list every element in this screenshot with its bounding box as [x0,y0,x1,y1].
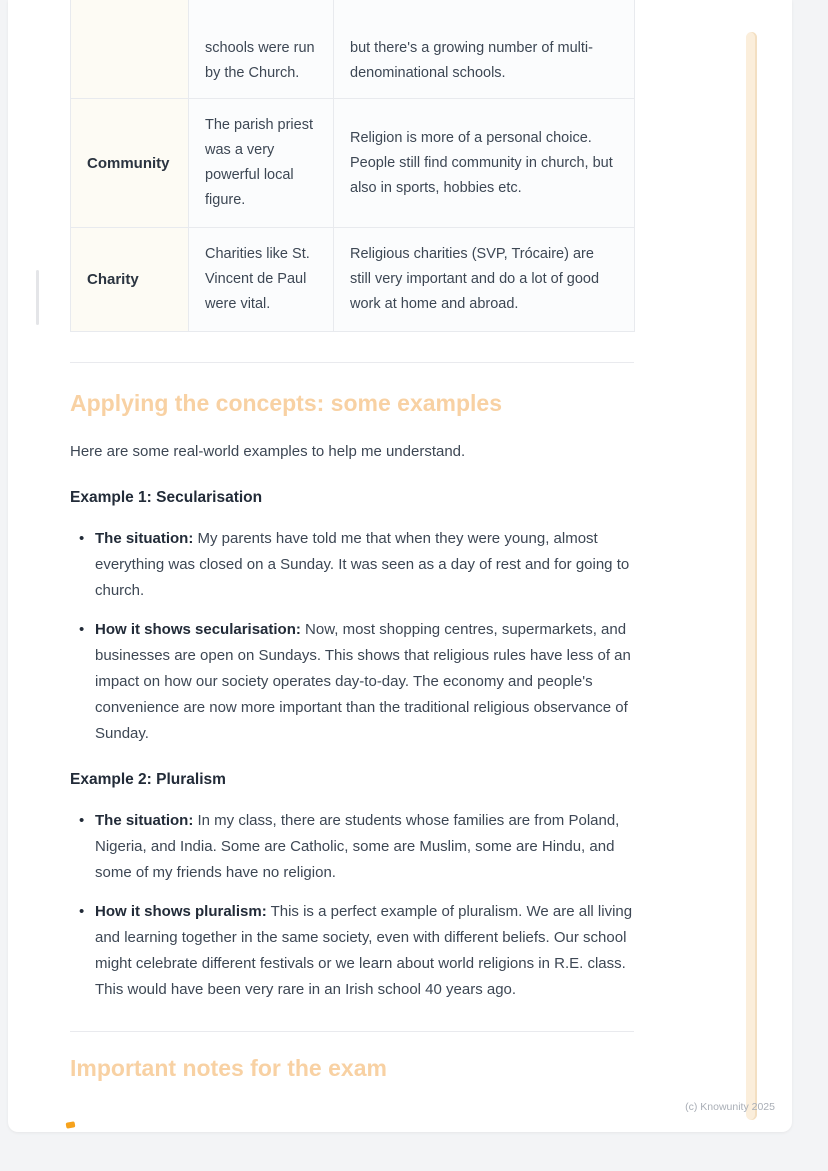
section-heading-exam-notes: Important notes for the exam [70,1055,387,1081]
example2-title: Example 2: Pluralism [70,771,226,788]
table-row [71,228,635,332]
list-item [70,526,634,604]
list-item-text: In my class, there are students whose families are from Poland, Nigeria, and India. Some are Catholic, some are Muslim, some are Hindu, and some of my friends have no religion. [95,812,620,881]
list-item [70,808,634,886]
list-item-text: This is a perfect example of pluralism. We are all living and learning together in the same society, even with different beliefs. Our school might celebrate different festivals or we learn about world religions in R.E. class. This would have been very rare in an Irish school 40 years ago. [95,903,633,998]
section-divider [70,1031,634,1032]
table-row-label: Charity [71,228,189,332]
example2-list [70,808,634,1003]
table-row-label: Community [71,99,189,228]
table-cell-past: schools were run by the Church. [189,0,334,99]
then-vs-now-table [70,0,635,332]
examples-intro: Here are some real-world examples to help me understand. [70,443,466,460]
list-item-text: Now, most shopping centres, supermarkets, and businesses are open on Sundays. This shows that religious rules have less of an impact on how our society operates day-to-day. The economy and people's convenience are now more important than the traditional religious observance of Sunday. [95,621,631,742]
page-edge-artifact [36,270,39,325]
list-item-lead: The situation: [95,812,194,829]
list-item-lead: How it shows secularisation: [95,621,301,638]
table-cell-present: Religion is more of a personal choice. People still find community in church, but also in sports, hobbies etc. [334,99,635,228]
list-item-text: My parents have told me that when they were young, almost everything was closed on a Sunday. It was seen as a day of rest and for going to church. [95,530,630,599]
document-content [70,0,634,1082]
table-cell-past: The parish priest was a very powerful local figure. [189,99,334,228]
copyright-credit: (c) Knowunity 2025 [685,1101,775,1113]
list-item-lead: The situation: [95,530,194,547]
page-edge-strip [746,32,757,1120]
list-item [70,899,634,1003]
table-row [71,99,635,228]
table-cell-present: but there's a growing number of multi-denominational schools. [334,0,635,99]
example1-list [70,526,634,747]
document-page [8,0,792,1132]
table-cell-present: Religious charities (SVP, Trócaire) are still very important and do a lot of good work at home and abroad. [334,228,635,332]
section-heading-examples: Applying the concepts: some examples [70,390,503,416]
table-row-label [71,0,189,99]
table-row [71,0,635,99]
list-item-lead: How it shows pluralism: [95,903,267,920]
list-item [70,617,634,747]
orange-bullet-mark [66,1121,76,1128]
example1-title: Example 1: Secularisation [70,489,263,506]
table-cell-past: Charities like St. Vincent de Paul were vital. [189,228,334,332]
section-divider [70,362,634,363]
